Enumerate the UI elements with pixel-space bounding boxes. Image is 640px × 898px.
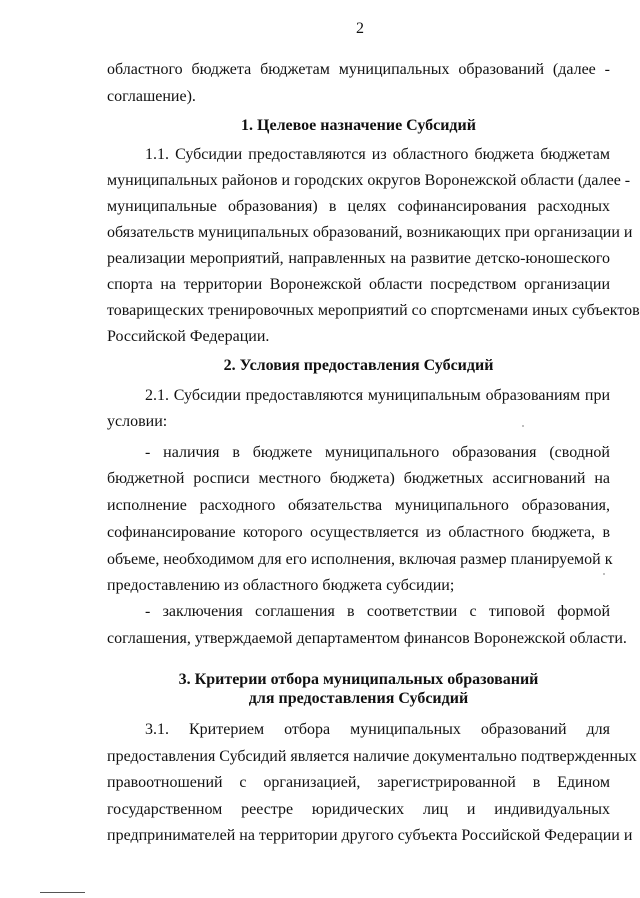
section-2-line: бюджетной росписи местного бюджета) бюджетных ассигнований на <box>107 470 610 487</box>
section-3-heading: 3. Критерии отбора муниципальных образований <box>178 671 539 688</box>
page-number: 2 <box>356 20 364 37</box>
section-1-line: муниципальные образования) в целях софинансирования расходных <box>107 198 610 215</box>
section-2-line: предоставлению из областного бюджета субсидии; <box>107 577 455 594</box>
section-1-line: муниципальных районов и городских округов Воронежской области (далее - <box>107 172 631 189</box>
section-1-line: Российской Федерации. <box>107 328 270 345</box>
section-3-line: государственном реестре юридических лиц и индивидуальных <box>107 801 610 818</box>
section-2-line: 2.1. Субсидии предоставляются муниципальным образованиям при <box>145 387 610 404</box>
intro-line: областного бюджета бюджетам муниципальных образований (далее - <box>107 61 610 78</box>
intro-line: соглашение). <box>107 88 196 105</box>
section-2-line: - заключения соглашения в соответствии с типовой формой <box>145 603 610 620</box>
section-2-line: - наличия в бюджете муниципального образования (сводной <box>145 444 610 461</box>
section-3-line: 3.1. Критерием отбора муниципальных образований для <box>145 721 610 738</box>
section-2-line: исполнение расходного обязательства муниципального образования, <box>107 497 610 514</box>
scan-speck <box>522 425 524 427</box>
section-1-line: товарищеских тренировочных мероприятий со спортсменами иных субъектов <box>107 302 640 319</box>
section-1-line: 1.1. Субсидии предоставляются из областного бюджета бюджетам <box>145 146 610 163</box>
section-2-line: объеме, необходимом для его исполнения, включая размер планируемой к <box>107 551 613 568</box>
section-1-line: обязательств муниципальных образований, возникающих при организации и <box>107 224 633 241</box>
section-2-line: условии: <box>107 413 168 430</box>
section-2-line: софинансирование которого осуществляется из областного бюджета, в <box>107 524 610 541</box>
bottom-edge-mark <box>40 892 85 893</box>
section-3-heading: для предоставления Субсидий <box>248 690 469 707</box>
section-1-line: спорта на территории Воронежской области посредством организации <box>107 276 610 293</box>
section-1-line: реализации мероприятий, направленных на развитие детско-юношеского <box>107 250 610 267</box>
section-1-heading: 1. Целевое назначение Субсидий <box>241 117 476 134</box>
scan-speck <box>603 573 605 575</box>
section-2-line: соглашения, утверждаемой департаментом финансов Воронежской области. <box>107 630 627 647</box>
section-3-line: предпринимателей на территории другого субъекта Российской Федерации и <box>107 827 633 844</box>
section-3-line: предоставления Субсидий является наличие документально подтвержденных <box>107 748 637 765</box>
section-3-line: правоотношений с организацией, зарегистрированной в Едином <box>107 774 610 791</box>
section-2-heading: 2. Условия предоставления Субсидий <box>223 357 494 374</box>
